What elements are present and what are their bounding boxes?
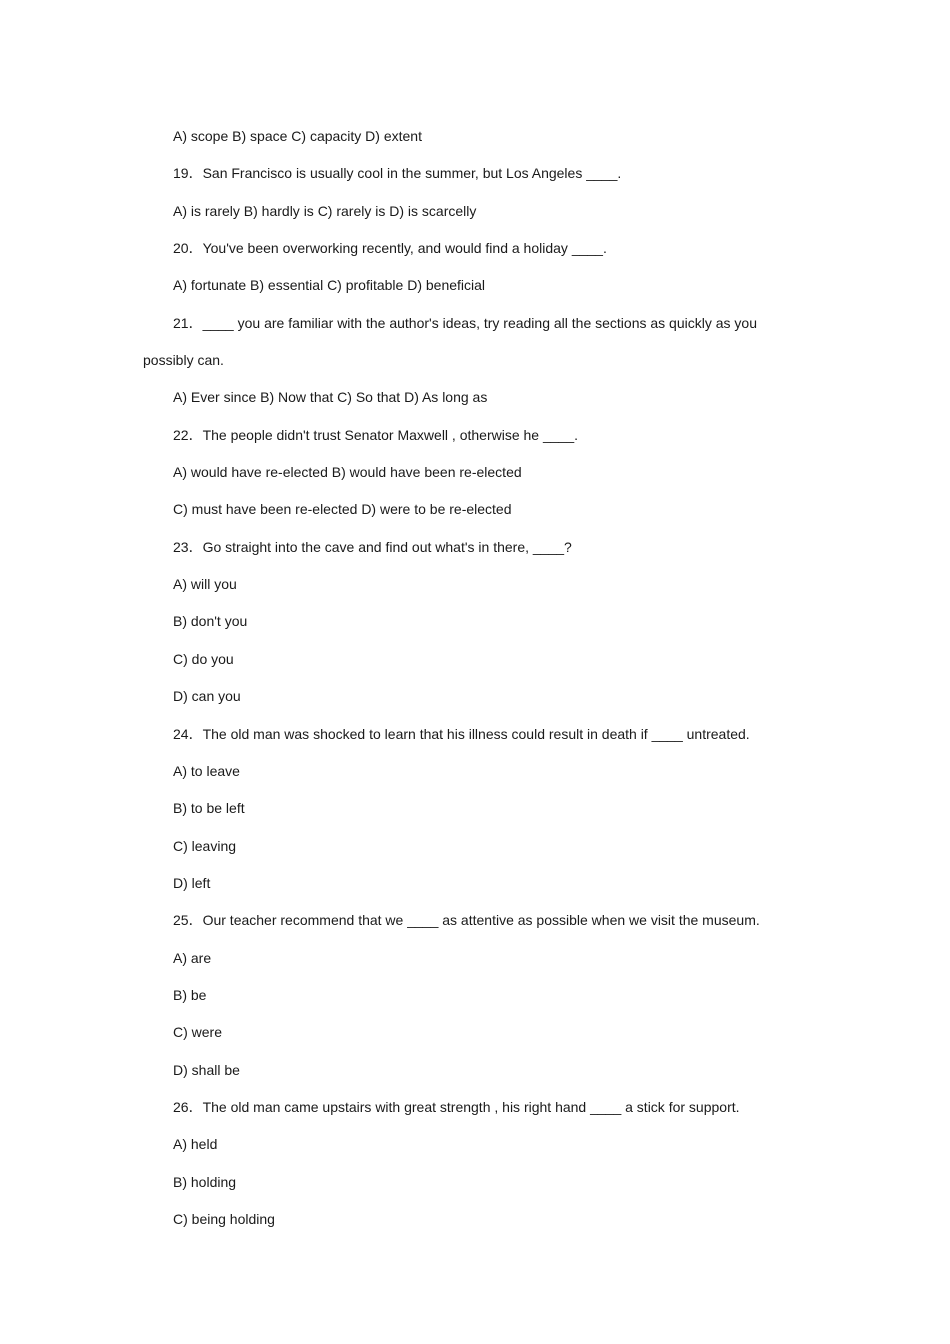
document-line: D) can you: [173, 688, 241, 705]
document-line: B) don't you: [173, 613, 248, 630]
document-line: C) leaving: [173, 837, 237, 854]
document-line: A) would have re-elected B) would have been re-elected: [173, 464, 522, 481]
document-line: D) left: [173, 874, 211, 891]
document-line: 19．San Francisco is usually cool in the summer, but Los Angeles ____.: [173, 165, 622, 182]
document-line: A) scope B) space C) capacity D) extent: [173, 128, 422, 144]
document-line: A) are: [173, 949, 212, 966]
document-line: 24．The old man was shocked to learn that his illness could result in death if ____ untreated.: [173, 725, 750, 742]
document-line: C) must have been re-elected D) were to be re-elected: [173, 501, 512, 518]
document-line: A) held: [173, 1136, 218, 1153]
document-line: 26．The old man came upstairs with great strength , his right hand ____ a stick for support.: [173, 1098, 740, 1115]
document-line: 25．Our teacher recommend that we ____ as attentive as possible when we visit the museum.: [173, 912, 760, 929]
document-line: B) holding: [173, 1173, 237, 1190]
document-line: A) will you: [173, 576, 237, 593]
document-line: B) be: [173, 986, 207, 1003]
document-line: C) were: [173, 1024, 223, 1041]
document-line: A) fortunate B) essential C) profitable D) beneficial: [173, 277, 486, 294]
document-line: 22．The people didn't trust Senator Maxwell , otherwise he ____.: [173, 426, 579, 443]
document-line: A) to leave: [173, 762, 240, 779]
document-line-continuation: possibly can.: [143, 352, 224, 369]
document-line: B) to be left: [173, 800, 245, 817]
document-line: 21．____ you are familiar with the author's ideas, try reading all the sections as quickly as you: [173, 314, 757, 331]
document-line: 23．Go straight into the cave and find out what's in there, ____?: [173, 538, 572, 555]
document-line: C) being holding: [173, 1210, 275, 1227]
document-line: C) do you: [173, 650, 234, 667]
document-line: A) is rarely B) hardly is C) rarely is D) is scarcelly: [173, 202, 477, 219]
document-body: [0, 118, 950, 1238]
document-line: D) shall be: [173, 1061, 240, 1078]
document-line: A) Ever since B) Now that C) So that D) As long as: [173, 389, 488, 406]
document-line: 20．You've been overworking recently, and would find a holiday ____.: [173, 240, 607, 257]
